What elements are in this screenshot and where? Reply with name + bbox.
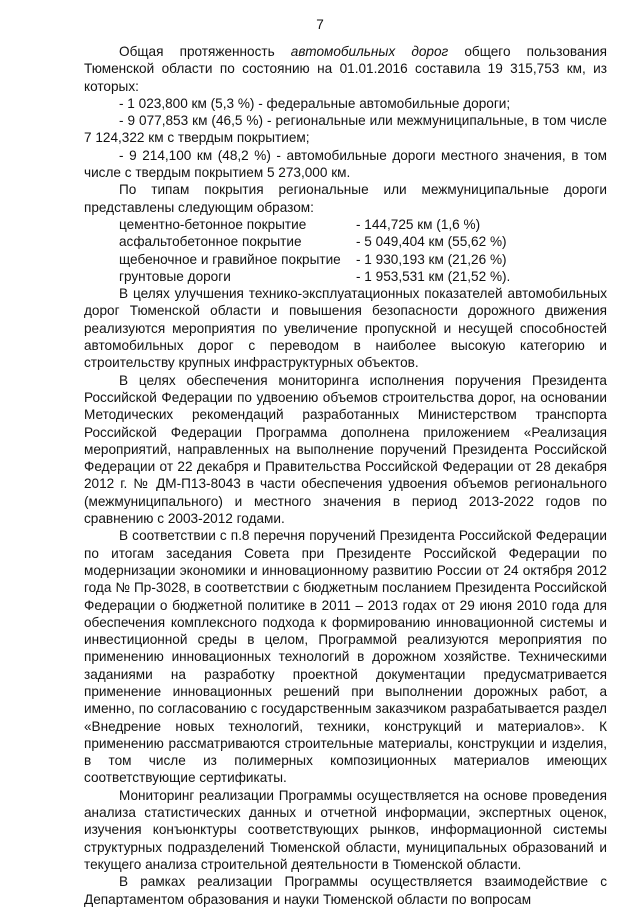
coverage-name: цементно-бетонное покрытие bbox=[119, 216, 307, 232]
coverage-name: щебеночное и гравийное покрытие bbox=[119, 251, 341, 267]
paragraph-coverage-intro: По типам покрытия региональные или межмуниципальные дороги представлены следующим образом: bbox=[84, 182, 607, 215]
coverage-row bbox=[119, 216, 607, 233]
coverage-table bbox=[119, 216, 607, 285]
paragraph-road-length-suffix: общего пользования Тюменской области по состоянию на 01.01.2016 составила 19 315,753 км, из которых: bbox=[84, 44, 607, 94]
paragraph-innovation: В соответствии с п.8 перечня поручений Президента Российской Федерации по итогам заседания Совета при Президенте Российской Федерации по модернизации экономики и инновационному развитию России от 24 октября 2012 года № Пр-3028, в соответствии с бюджетным посланием Президента Российской Федерации о бюджетной политике в 2011 – 2013 годах от 29 июня 2010 года для обеспечения комплексного подхода к формированию инновационной системы и инвестиционной среды в целом, Программой реализуются мероприятия по применению инновационных технологий в дорожном хозяйстве. Техническими заданиями на разработку проектной документации предусматривается применение инновационных решений при выполнении дорожных работ, а именно, по согласованию с государственным заказчиком разрабатывается раздел «Внедрение новых технологий, техники, конструкций и материалов». К применению рассматриваются строительные материалы, конструкции и изделия, в том числе из полимерных композиционных материалов имеющих соответствующие сертификаты. bbox=[84, 528, 607, 786]
coverage-value: - 144,725 км (1,6 %) bbox=[356, 216, 481, 232]
list-item-local-roads: - 9 214,100 км (48,2 %) - автомобильные дороги местного значения, в том числе с твердым покрытием 5 273,000 км. bbox=[84, 147, 607, 181]
coverage-value: - 5 049,404 км (55,62 %) bbox=[356, 234, 507, 250]
paragraph-monitoring-program: Мониторинг реализации Программы осуществляется на основе проведения анализа статистических данных и отчетной информации, экспертных оценок, изучения конъюнктуры соответствующих рынков, информационной системы структурных подразделений Тюменской области, муниципальных образований и текущего анализа строительной деятельности в Тюменской области. bbox=[84, 787, 607, 872]
coverage-name: асфальтобетонное покрытие bbox=[119, 234, 302, 250]
coverage-row bbox=[119, 233, 607, 250]
emphasis-roads: автомобильных дорог bbox=[290, 44, 449, 59]
paragraph-monitoring-president: В целях обеспечения мониторинга исполнения поручения Президента Российской Федерации по удвоению объемов строительства дорог, на основании Методических рекомендаций разработанных Министерством транспорта Российской Федерации Программа дополнена приложением «Реализация мероприятий, направленных на выполнение поручений Президента Российской Федерации от 22 декабря и Правительства Российской Федерации от 28 декабря 2012 г. № ДМ-П13-8043 в части обеспечения удвоения объемов регионального (межмуниципального) и местного значения в период 2013-2022 годов по сравнению с 2003-2012 годами. bbox=[84, 372, 607, 527]
coverage-row bbox=[119, 268, 607, 285]
paragraph-road-length-prefix: Общая протяженность bbox=[119, 44, 291, 59]
list-item-federal-roads: - 1 023,800 км (5,3 %) - федеральные автомобильные дороги; bbox=[119, 95, 511, 111]
document-body bbox=[84, 43, 607, 908]
list-item-regional-roads: - 9 077,853 км (46,5 %) - региональные или межмуниципальные, в том числе 7 124,322 км с твердым покрытием; bbox=[84, 113, 607, 146]
coverage-value: - 1 953,531 км (21,52 %). bbox=[356, 268, 511, 284]
coverage-value: - 1 930,193 км (21,26 %) bbox=[356, 251, 507, 267]
paragraph-improvement: В целях улучшения технико-эксплуатационных показателей автомобильных дорог Тюменской области и повышения безопасности дорожного движения реализуются мероприятия по увеличение пропускной и несущей способностей автомобильных дорог с переводом в наиболее высокую категорию и строительству крупных инфраструктурных объектов. bbox=[84, 286, 607, 371]
paragraph-road-length bbox=[84, 43, 607, 95]
coverage-name: грунтовые дороги bbox=[119, 268, 231, 284]
paragraph-cooperation: В рамках реализации Программы осуществляется взаимодействие с Департаментом образования и науки Тюменской области по вопросам bbox=[84, 874, 607, 907]
page-number: 7 bbox=[316, 17, 324, 32]
coverage-row bbox=[119, 251, 607, 268]
